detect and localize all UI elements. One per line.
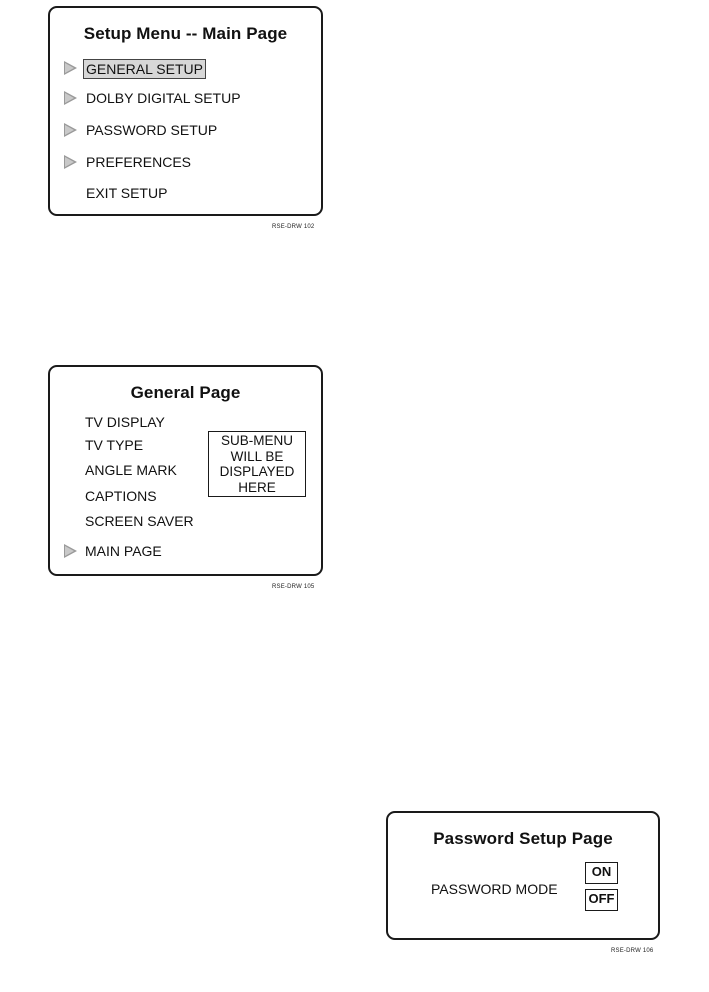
submenu-line: HERE: [238, 479, 276, 495]
arrow-pointer-icon: [64, 91, 77, 105]
arrow-pointer-icon: [64, 544, 77, 558]
password-mode-label: PASSWORD MODE: [431, 881, 558, 897]
main-menu-panel: [48, 6, 323, 216]
drawing-caption: RSE-DRW 106: [611, 948, 654, 954]
password-off-option[interactable]: OFF: [585, 889, 618, 911]
main-menu-title: Setup Menu -- Main Page: [83, 24, 288, 43]
password-page-panel: [386, 811, 660, 940]
menu-item-screen-saver[interactable]: SCREEN SAVER: [85, 513, 194, 529]
menu-item-label: EXIT SETUP: [86, 185, 168, 201]
password-page-title: Password Setup Page: [433, 829, 613, 848]
arrow-pointer-icon: [64, 155, 77, 169]
submenu-line: DISPLAYED: [219, 464, 295, 479]
menu-item-label: GENERAL SETUP: [83, 59, 206, 79]
menu-item-label: PREFERENCES: [86, 154, 192, 170]
arrow-pointer-icon: [64, 123, 77, 137]
password-on-option[interactable]: ON: [585, 862, 618, 884]
menu-item-label: PASSWORD SETUP: [86, 122, 218, 138]
general-page-panel: [48, 365, 323, 576]
submenu-line: WILL BE: [230, 448, 284, 464]
menu-item-angle-mark[interactable]: ANGLE MARK: [85, 462, 177, 478]
menu-item-tv-display[interactable]: TV DISPLAY: [85, 414, 165, 430]
menu-item-label: MAIN PAGE: [85, 543, 162, 559]
submenu-placeholder-box: [208, 431, 306, 497]
menu-item-tv-type[interactable]: TV TYPE: [85, 437, 144, 453]
arrow-pointer-icon: [64, 61, 77, 75]
menu-item-label: DOLBY DIGITAL SETUP: [86, 90, 241, 106]
submenu-line: SUB-MENU: [220, 433, 293, 448]
menu-item-captions[interactable]: CAPTIONS: [85, 488, 157, 504]
drawing-caption: RSE-DRW 105: [272, 584, 315, 590]
general-page-title: General Page: [130, 383, 241, 402]
drawing-caption: RSE-DRW 102: [272, 224, 315, 230]
